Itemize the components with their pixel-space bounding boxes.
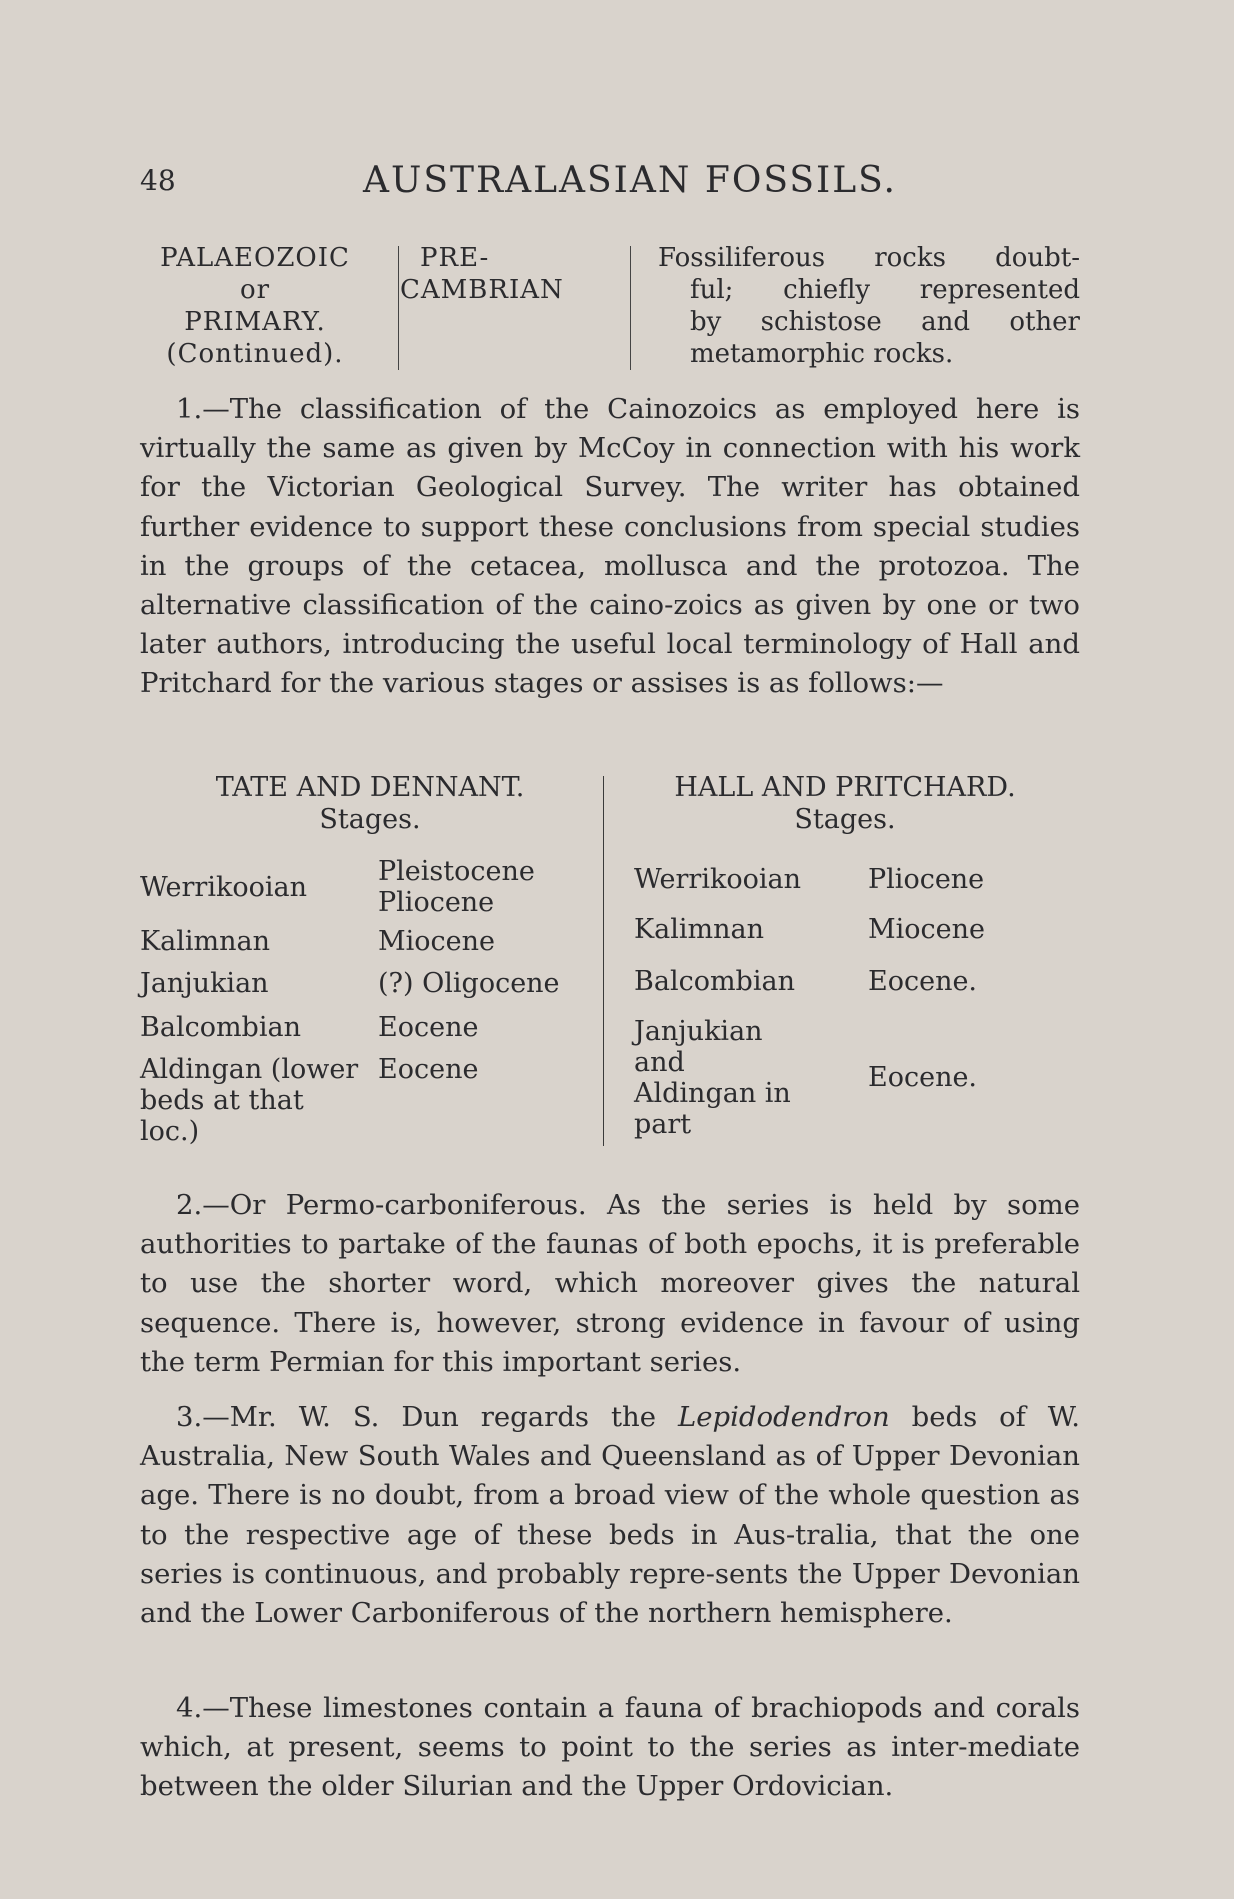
note-3-text (140, 1398, 1080, 1633)
right-age: Eocene. (868, 966, 978, 997)
left-age: Miocene (378, 926, 496, 957)
period-line: CAMBRIAN (400, 275, 564, 305)
note-2 (140, 1186, 1080, 1382)
left-stage: Janjukian (140, 968, 269, 999)
left-stage: Balcombian (140, 1012, 301, 1043)
description-line: Fossiliferous rocks doubt- (658, 243, 1080, 273)
right-stage: Kalimnan (634, 914, 765, 945)
page-header (140, 160, 1080, 204)
right-age: Pliocene (868, 864, 985, 895)
stage-table (140, 772, 1080, 1152)
column-divider (398, 246, 399, 370)
note-1-text: 1.—The classification of the Cainozoics as employed here is virtually the same as given by McCoy in connection with his work for the Victorian Geological Survey. The writer has obtained further evidence to support these conclusions from special studies in the groups of the cetacea, mollusca and the protozoa. The alternative classification of the caino-zoics as given by one or two later authors, introducing the useful local terminology of Hall and Pritchard for the various stages or assises is as follows:— (140, 393, 1080, 700)
description-column (658, 242, 1080, 370)
note-3-after: beds of W. Australia, New South Wales and Queensland as of Upper Devonian age. There is no doubt, from a broad view of the whole question as to the respective age of these beds in Aus-tralia, that the one series is continuous, and probably repre-sents the Upper Devonian and the Lower Carboniferous of the northern hemisphere. (140, 1401, 1080, 1630)
running-title: AUSTRALASIAN FOSSILS. (363, 160, 897, 201)
note-2-text: 2.—Or Permo-carboniferous. As the series is held by some authorities to partake of the faunas of both epochs, it is preferable to use the shorter word, which moreover gives the natural sequence. There is, however, strong evidence in favour of using the term Permian for this important series. (140, 1189, 1080, 1378)
tate-dennant-title: TATE AND DENNANT. (215, 772, 525, 803)
left-age: Eocene (378, 1012, 479, 1043)
left-age: Pleistocene Pliocene (378, 856, 535, 918)
era-line: PRIMARY. (184, 307, 326, 337)
description-line: ful; chiefly represented (690, 275, 1080, 305)
right-stage: Werrikooian (634, 864, 801, 895)
tate-dennant-subtitle: Stages. (319, 804, 421, 835)
right-age: Miocene (868, 914, 986, 945)
left-stage: Werrikooian (140, 872, 307, 903)
era-line: (Continued). (166, 339, 344, 369)
note-1 (140, 390, 1080, 704)
era-column (140, 242, 370, 370)
description-line: by schistose and other (690, 307, 1080, 337)
hall-pritchard-subtitle: Stages. (794, 804, 896, 835)
left-stage: Kalimnan (140, 926, 271, 957)
hall-pritchard-title: HALL AND PRITCHARD. (674, 772, 1016, 803)
era-line: or (239, 275, 271, 305)
period-column (400, 242, 600, 306)
right-stage: Balcombian (634, 966, 795, 997)
era-line: PALAEOZOIC (160, 243, 350, 273)
right-age: Eocene. (868, 1062, 978, 1093)
left-age: (?) Oligocene (378, 968, 560, 999)
column-divider (630, 246, 631, 370)
note-4 (140, 1689, 1080, 1807)
left-stage: Aldingan (lower beds at that loc.) (140, 1054, 359, 1147)
description-line: metamorphic rocks. (690, 339, 954, 369)
note-3-italic: Lepidodendron (677, 1401, 890, 1433)
note-3 (140, 1398, 1080, 1633)
right-stage: Janjukian and Aldingan in part (634, 1016, 791, 1140)
note-4-text: 4.—These limestones contain a fauna of brachiopods and corals which, at present, seems to point to the series as inter-mediate between the older Silurian and the Upper Ordovician. (140, 1692, 1080, 1803)
period-line: PRE- (420, 243, 490, 273)
left-age: Eocene (378, 1054, 479, 1085)
note-3-before: 3.—Mr. W. S. Dun regards the (176, 1401, 678, 1433)
table-divider (603, 776, 604, 1146)
page-number: 48 (140, 164, 176, 197)
